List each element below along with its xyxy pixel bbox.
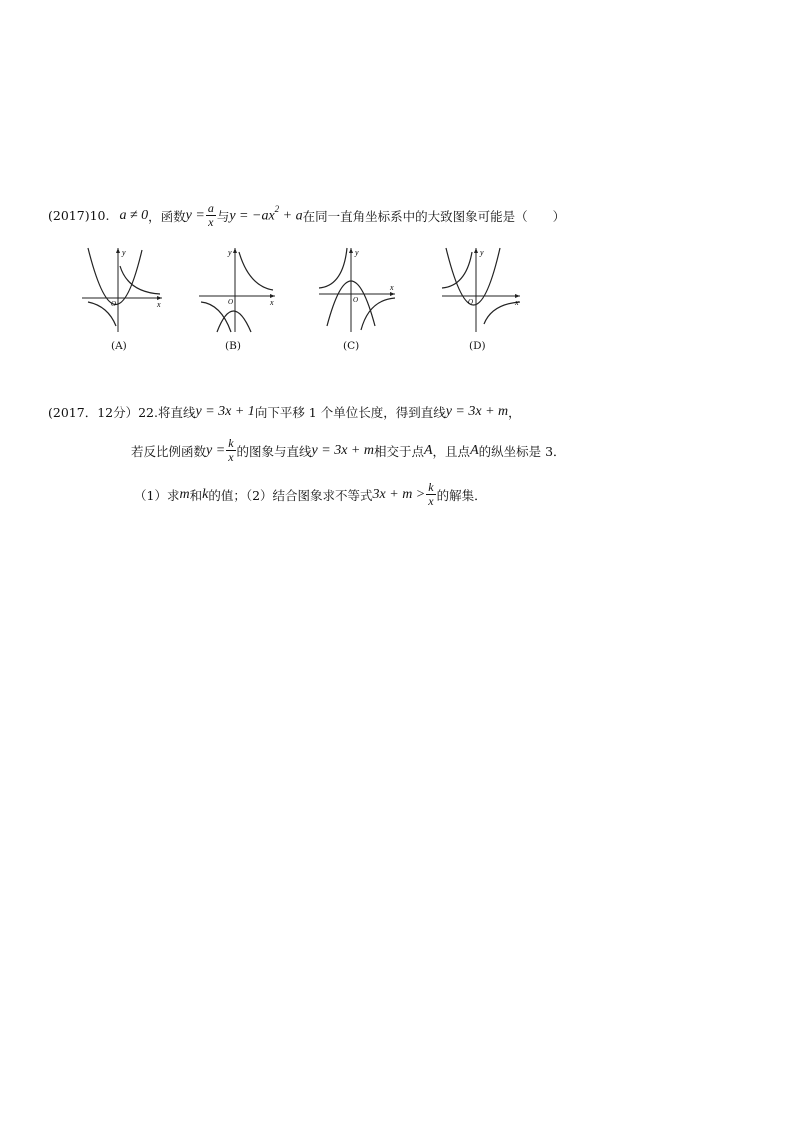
x-label: x bbox=[390, 283, 394, 292]
y-arrow-icon bbox=[116, 248, 120, 253]
question-22-line-1 bbox=[48, 403, 521, 421]
q10-f1-lhs: y = bbox=[185, 207, 205, 223]
question-22-line-3 bbox=[134, 481, 487, 508]
point-a: A bbox=[470, 442, 479, 458]
var-m: m bbox=[179, 486, 190, 502]
graph-a bbox=[78, 242, 166, 336]
option-a-label: (A) bbox=[111, 340, 127, 352]
graph-d bbox=[438, 242, 524, 336]
q10-number: (2017)10. bbox=[48, 208, 110, 223]
x-label: x bbox=[515, 298, 519, 307]
fraction-numerator: k bbox=[428, 480, 434, 494]
y-label: y bbox=[480, 248, 484, 257]
q22-text: ， bbox=[508, 405, 521, 420]
option-b-label: (B) bbox=[225, 340, 241, 352]
parabola-curve bbox=[88, 248, 142, 305]
q22-inverse-lhs: y = bbox=[206, 442, 226, 458]
question-22-line-2 bbox=[131, 437, 566, 464]
var-k: k bbox=[202, 486, 209, 502]
q10-condition: a ≠ 0 bbox=[119, 207, 149, 223]
question-10 bbox=[48, 202, 565, 229]
q22-line-original: y = 3x + 1 bbox=[195, 404, 255, 419]
q10-f1-fraction bbox=[206, 202, 216, 229]
q22-text: 的值；（2）结合图象求不等式 bbox=[208, 487, 373, 503]
hyperbola-branch bbox=[201, 302, 231, 332]
origin-label: O bbox=[228, 298, 234, 306]
graph-c bbox=[315, 242, 399, 336]
option-c-label: (C) bbox=[343, 340, 360, 352]
x-label: x bbox=[270, 298, 274, 307]
y-arrow-icon bbox=[474, 248, 478, 253]
fraction-numerator: a bbox=[207, 201, 214, 215]
q22-line-shifted: y = 3x + m bbox=[445, 404, 509, 419]
hyperbola-branch bbox=[319, 248, 347, 288]
q22-number: (2017．12分）22.将直线 bbox=[48, 405, 196, 420]
q10-f2-tail: + a bbox=[279, 208, 303, 224]
q10-f2-exponent: 2 bbox=[274, 204, 280, 215]
origin-label: O bbox=[353, 296, 359, 304]
x-label: x bbox=[157, 300, 161, 309]
y-label: y bbox=[122, 248, 126, 257]
q22-text: 的图象与直线 bbox=[236, 443, 312, 459]
q22-text: ，且点 bbox=[432, 443, 471, 459]
q22-text: （1）求 bbox=[134, 487, 180, 503]
y-arrow-icon bbox=[233, 248, 237, 253]
q10-f2 bbox=[229, 206, 302, 225]
fraction-denominator: x bbox=[228, 450, 234, 464]
origin-label: O bbox=[468, 298, 474, 306]
q22-inverse-fraction bbox=[226, 437, 235, 464]
y-label: y bbox=[355, 248, 359, 257]
q10-text: ，函数 bbox=[148, 208, 186, 224]
q22-text: 向下平移 1 个单位长度，得到直线 bbox=[254, 405, 446, 420]
option-d-label: (D) bbox=[469, 340, 486, 352]
graph-b bbox=[195, 242, 279, 336]
q10-text: 在同一直角坐标系中的大致图象可能是（ ） bbox=[302, 208, 566, 224]
q22-text: 的解集． bbox=[436, 487, 487, 503]
q22-text: 和 bbox=[189, 487, 203, 503]
y-arrow-icon bbox=[349, 248, 353, 253]
point-a: A bbox=[423, 442, 433, 458]
origin-label: O bbox=[111, 300, 117, 308]
x-arrow-icon bbox=[390, 292, 395, 296]
hyperbola-branch bbox=[120, 266, 160, 294]
inequality-fraction bbox=[426, 481, 435, 508]
q10-text: 与 bbox=[216, 208, 230, 224]
fraction-denominator: x bbox=[208, 215, 214, 229]
q22-text: 相交于点 bbox=[373, 443, 424, 459]
hyperbola-branch bbox=[361, 298, 395, 330]
hyperbola-branch bbox=[239, 252, 273, 290]
q22-line-expr: y = 3x + m bbox=[311, 442, 374, 458]
q22-text: 的纵坐标是 3． bbox=[478, 443, 566, 459]
y-label: y bbox=[228, 248, 232, 257]
q10-f2-base: y = −ax bbox=[229, 208, 275, 224]
fraction-numerator: k bbox=[228, 436, 234, 450]
inequality-lhs: 3x + m > bbox=[372, 486, 426, 502]
fraction-denominator: x bbox=[428, 494, 434, 508]
q22-text: 若反比例函数 bbox=[131, 443, 207, 459]
hyperbola-branch bbox=[442, 252, 472, 288]
